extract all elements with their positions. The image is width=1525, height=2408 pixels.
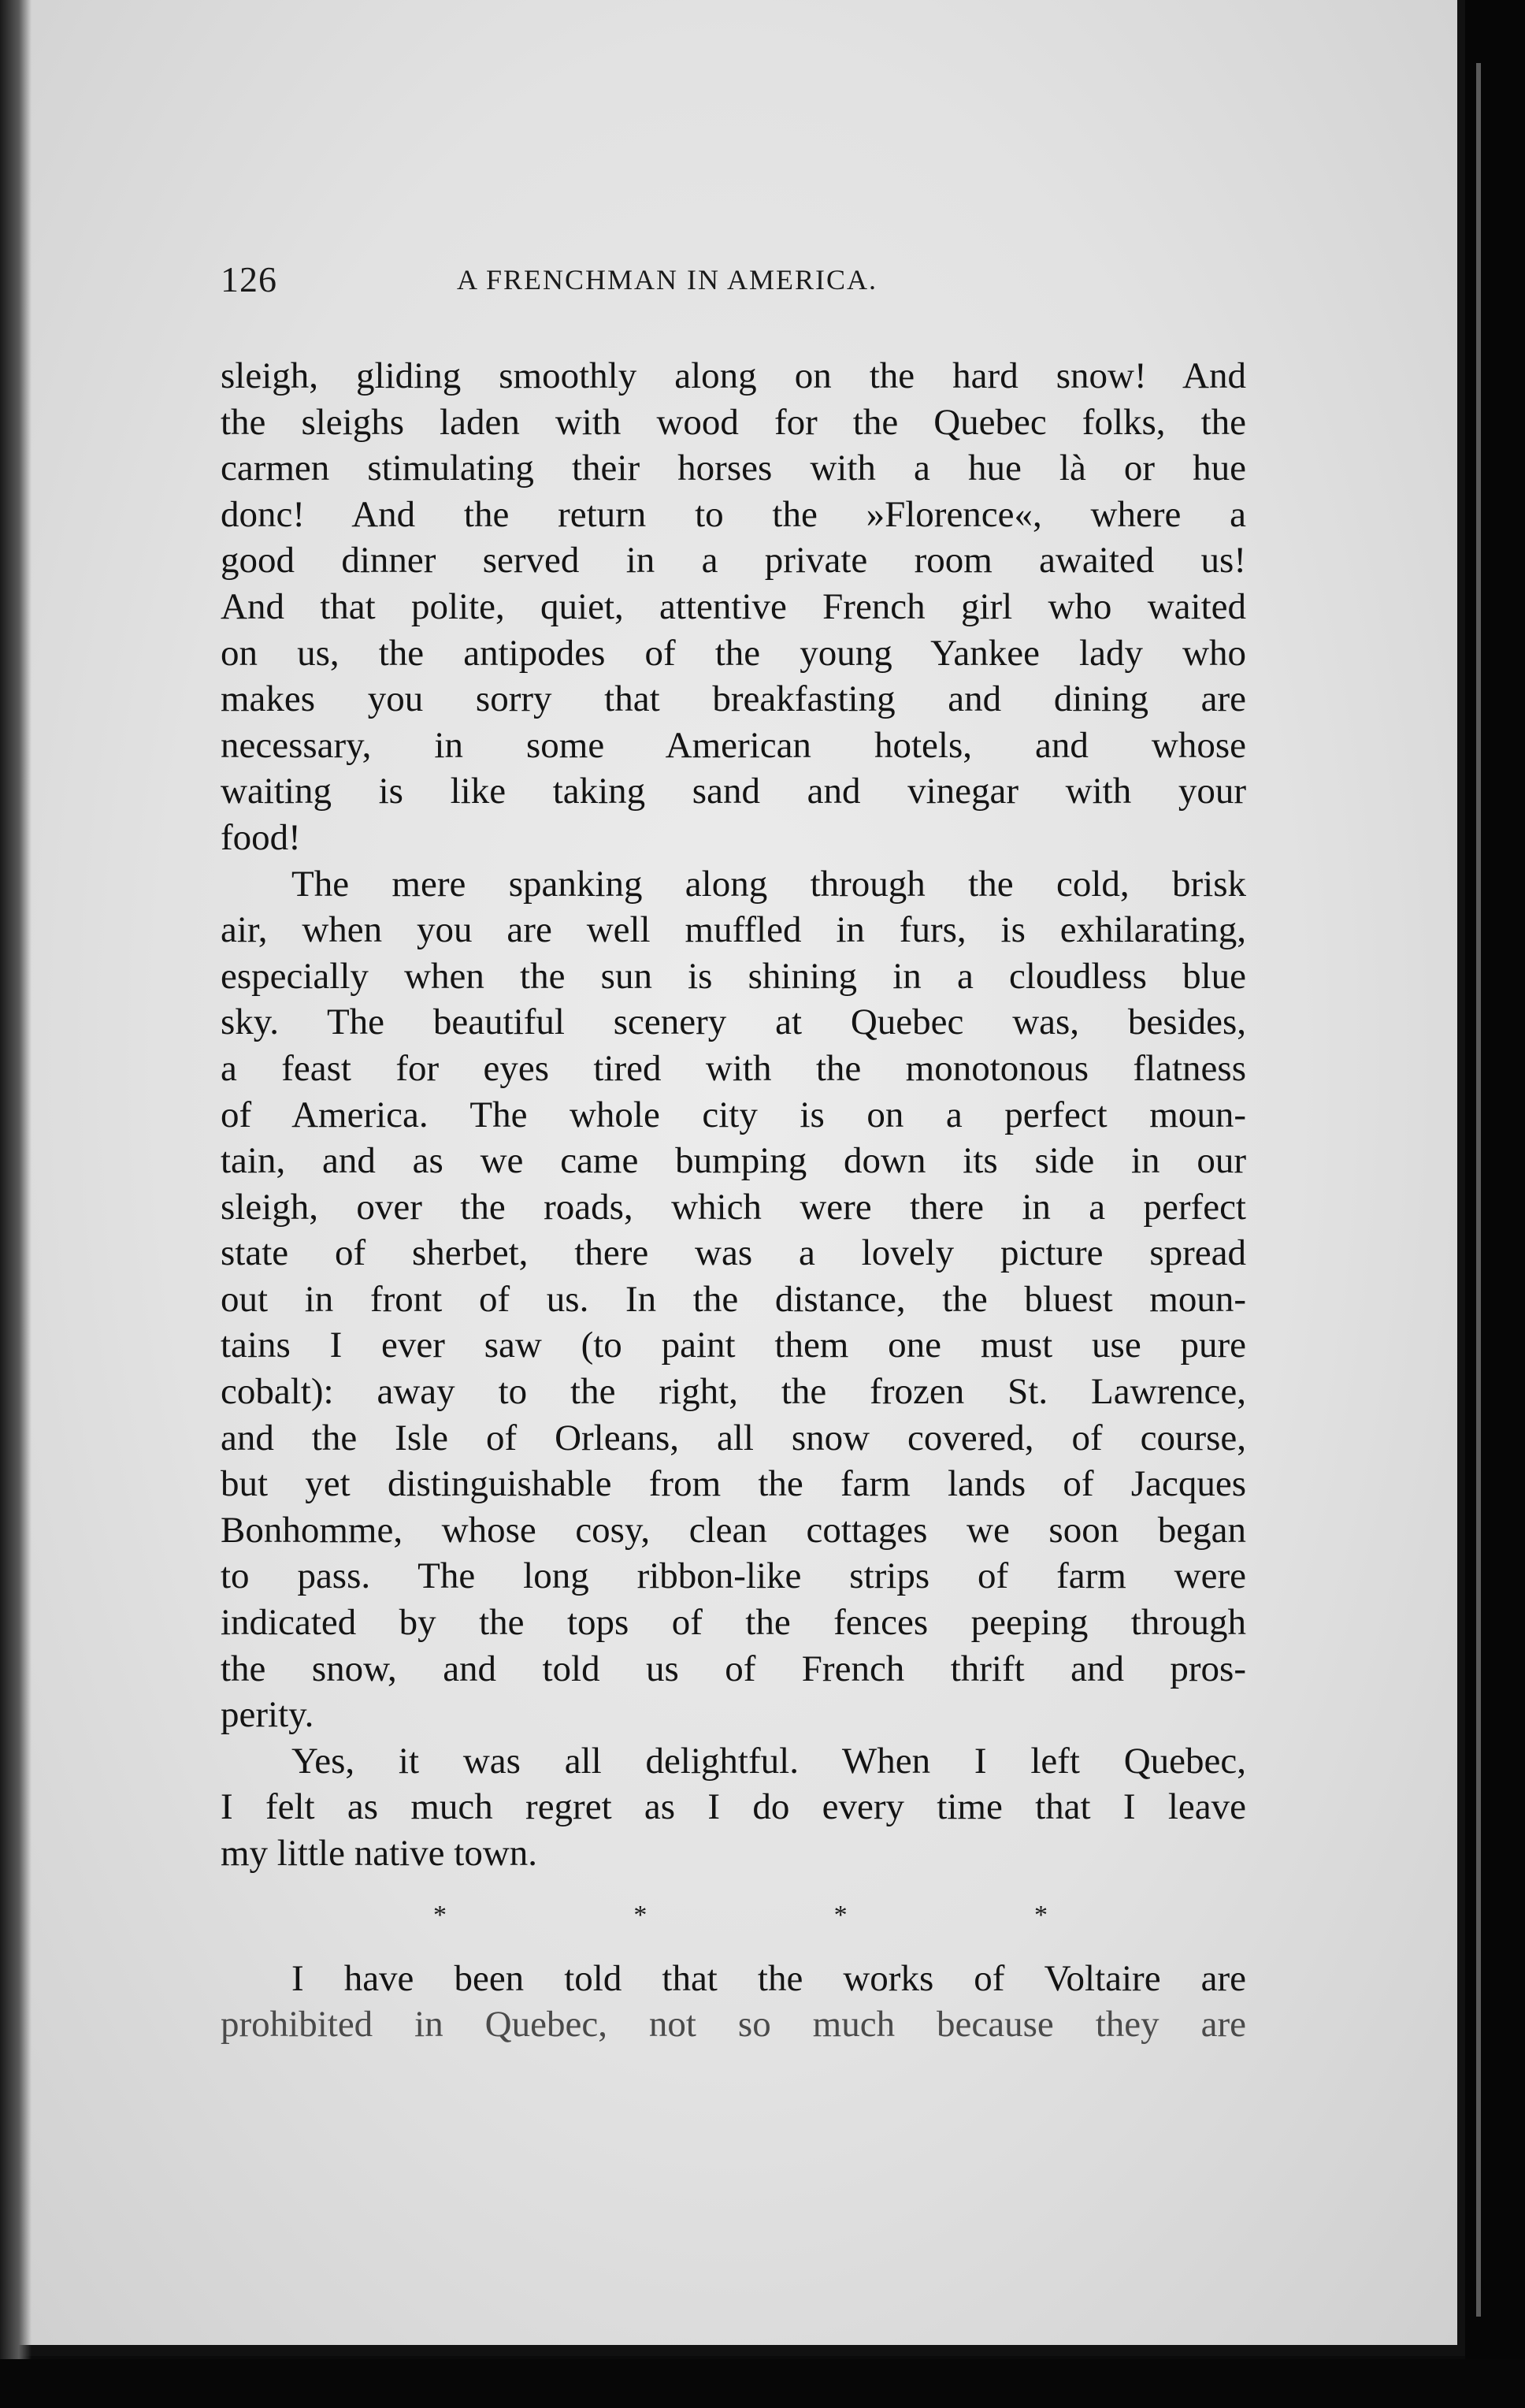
paragraph-first-line: The mere spanking along through the cold, brisk (291, 863, 1246, 905)
text-line: I felt as much regret as I do every time that I leave (221, 1786, 1246, 1828)
section-separator (221, 1877, 1246, 1956)
asterisk: * (1033, 1900, 1048, 1930)
text-line: and the Isle of Orleans, all snow covered, of course, (221, 1417, 1246, 1459)
text-line: sky. The beautiful scenery at Quebec was, besides, (221, 1001, 1246, 1043)
text-line: state of sherbet, there was a lovely picture spread (221, 1232, 1246, 1274)
text-line: out in front of us. In the distance, the bluest moun- (221, 1278, 1246, 1320)
text-line: especially when the sun is shining in a cloudless blue (221, 955, 1246, 997)
text-line: Bonhomme, whose cosy, clean cottages we soon began (221, 1509, 1246, 1551)
left-gutter-shadow (0, 0, 32, 2408)
text-line: waiting is like taking sand and vinegar with your (221, 771, 1246, 812)
text-line: makes you sorry that breakfasting and dining are (221, 678, 1246, 720)
body-text (221, 353, 1246, 2048)
text-line: my little native town. (221, 1833, 538, 1874)
asterisk: * (433, 1900, 447, 1930)
text-line: indicated by the tops of the fences peeping through (221, 1602, 1246, 1644)
text-line: of America. The whole city is on a perfect moun- (221, 1094, 1246, 1135)
text-line: prohibited in Quebec, not so much because they are (221, 2004, 1246, 2046)
paragraph-first-line: Yes, it was all delightful. When I left Quebec, (291, 1740, 1246, 1782)
running-title: A FRENCHMAN IN AMERICA. (457, 264, 878, 295)
text-line: good dinner served in a private room awaited us! (221, 540, 1246, 582)
scan-border-bottom (0, 2359, 1525, 2408)
paragraph-first-line: I have been told that the works of Voltaire are (291, 1957, 1246, 1999)
text-line: the sleighs laden with wood for the Quebec folks, the (221, 401, 1246, 443)
asterisk: * (633, 1900, 647, 1930)
text-line: carmen stimulating their horses with a hue là or hue (221, 448, 1246, 489)
text-line: tains I ever saw (to paint them one must use pure (221, 1325, 1246, 1366)
text-line: necessary, in some American hotels, and whose (221, 724, 1246, 766)
page-header (221, 258, 1245, 306)
text-line: tain, and as we came bumping down its side in our (221, 1140, 1246, 1182)
asterisk: * (833, 1900, 848, 1930)
text-line: sleigh, over the roads, which were there in a perfect (221, 1186, 1246, 1228)
text-line: but yet distinguishable from the farm lands of Jacques (221, 1463, 1246, 1505)
text-line: cobalt): away to the right, the frozen St. Lawrence, (221, 1371, 1246, 1413)
text-line: perity. (221, 1694, 314, 1736)
text-line: And that polite, quiet, attentive French girl who waited (221, 585, 1246, 627)
book-binding-edge (1465, 0, 1525, 2408)
text-line: air, when you are well muffled in furs, is exhilarating, (221, 909, 1246, 951)
text-line: the snow, and told us of French thrift and pros- (221, 1648, 1246, 1689)
text-line: to pass. The long ribbon-like strips of farm were (221, 1555, 1246, 1597)
text-line: on us, the antipodes of the young Yankee lady who (221, 632, 1246, 674)
page-number: 126 (221, 259, 277, 299)
text-line: donc! And the return to the »Florence«, where a (221, 493, 1246, 535)
text-line: food! (221, 816, 301, 858)
text-line: a feast for eyes tired with the monotonous flatness (221, 1047, 1246, 1089)
asterisk-row (433, 1893, 1048, 1939)
text-line: sleigh, gliding smoothly along on the hard snow! And (221, 355, 1246, 396)
